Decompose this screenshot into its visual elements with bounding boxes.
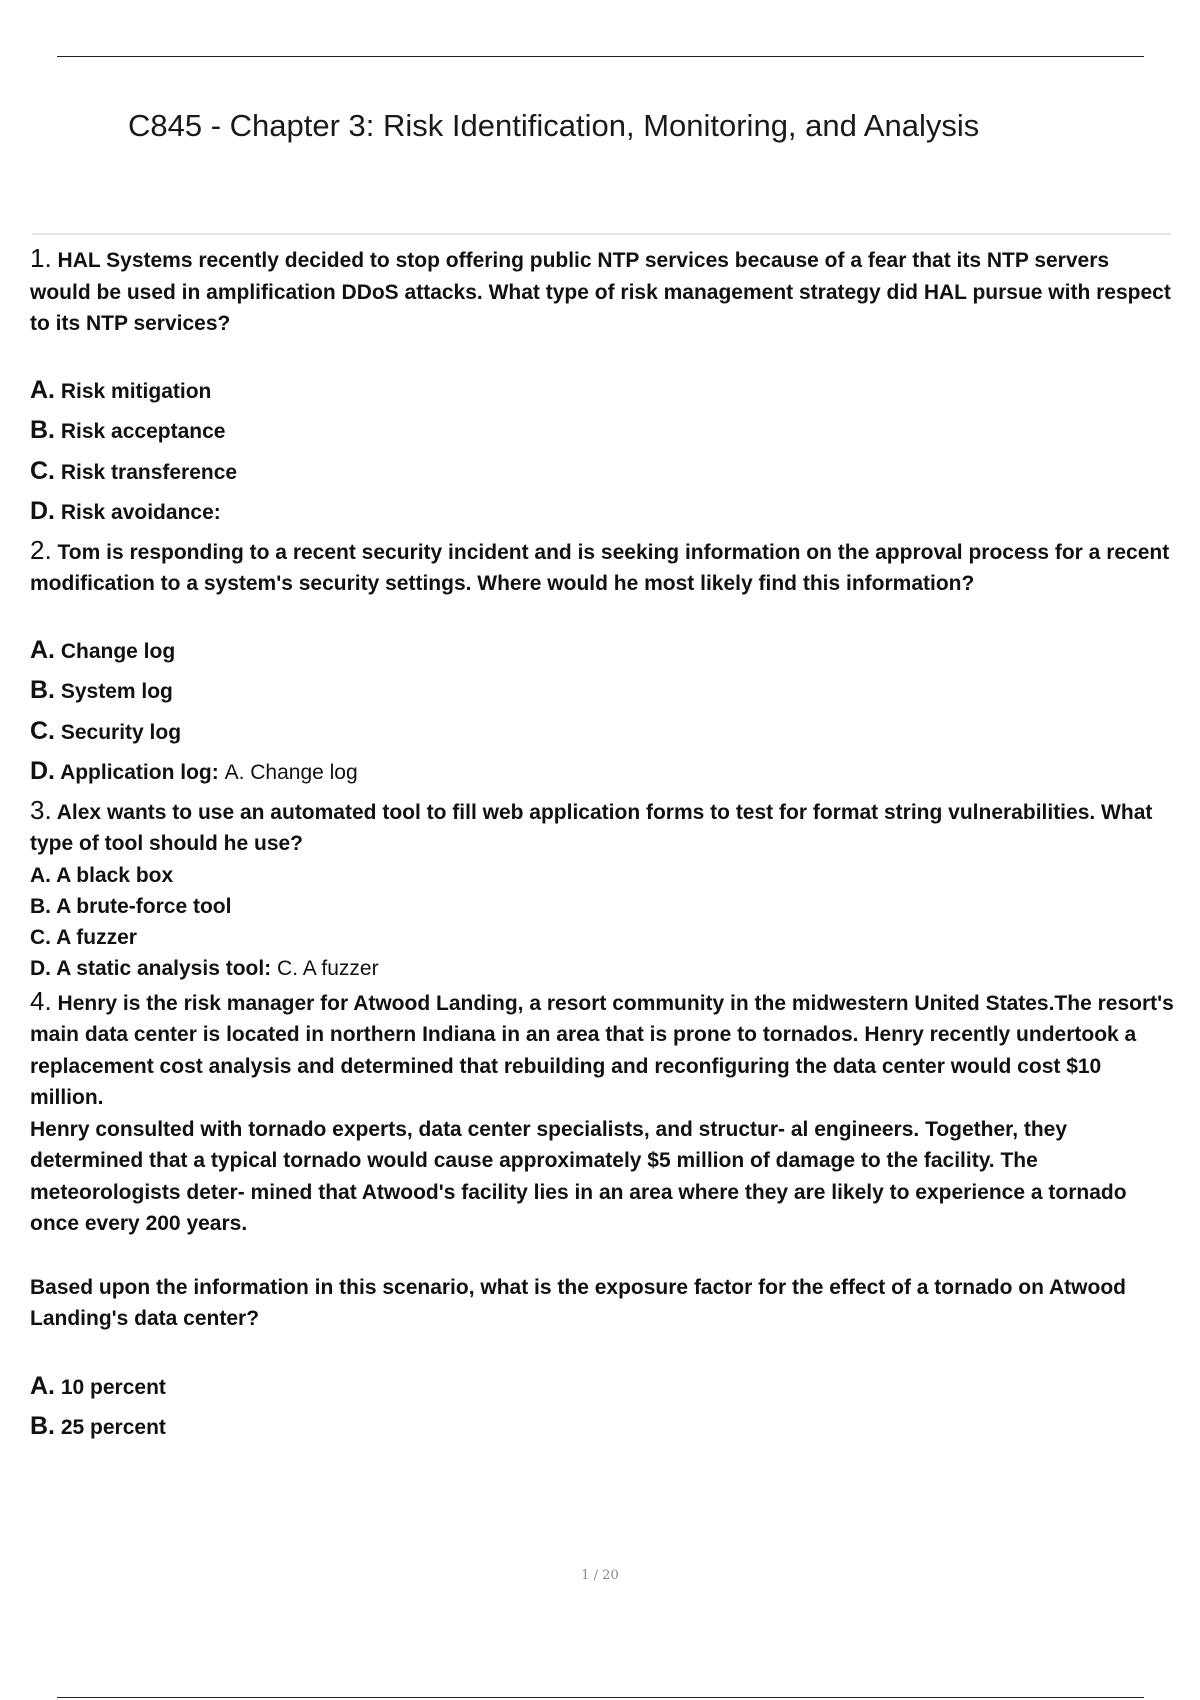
option-text: 25 percent (60, 1416, 166, 1439)
question-number: 1. (30, 243, 52, 273)
top-rule (57, 56, 1144, 57)
option-c (30, 922, 1175, 953)
answer-text: A. Change log (224, 761, 358, 784)
question-number: 3. (30, 794, 52, 825)
option-b (30, 671, 1175, 712)
option-letter: B. (30, 1412, 55, 1440)
option-letter: A. (30, 635, 55, 664)
option-list (30, 631, 1175, 793)
option-text: Risk transference (60, 460, 238, 484)
option-text: System log (60, 680, 173, 703)
option-text: 10 percent (60, 1375, 166, 1399)
option-c (30, 452, 1175, 493)
option-letter: B. (30, 676, 55, 704)
option-b (30, 891, 1175, 922)
option-a (30, 1367, 1175, 1408)
option-letter: B. (30, 416, 55, 444)
option-letter: A. (30, 1371, 55, 1400)
question-number: 4. (30, 985, 52, 1016)
option-list (30, 860, 1175, 984)
option-b (30, 1407, 1175, 1448)
question-3 (30, 795, 1175, 984)
option-letter: B. (30, 894, 51, 918)
option-letter: C. (30, 716, 55, 745)
option-a (30, 860, 1175, 891)
option-a (30, 631, 1175, 672)
option-text: A black box (56, 863, 174, 887)
question-2 (30, 535, 1175, 793)
option-letter: D. (30, 956, 51, 980)
question-text: Tom is responding to a recent security incident and is seeking information on the approval process for a recent modification to a system's security settings. Where would he most likely find this information? (30, 540, 1170, 595)
option-d (30, 752, 1175, 793)
question-4 (30, 986, 1175, 1448)
question-text: HAL Systems recently decided to stop offering public NTP services because of a fear that its NTP servers would be used in amplification DDoS attacks. What type of risk management strategy did HAL pursue with respect to its NTP services? (30, 249, 1171, 335)
answer-text: C. A fuzzer (277, 956, 379, 980)
option-d (30, 492, 1175, 533)
option-list (30, 371, 1175, 533)
option-text: Risk acceptance (60, 420, 226, 443)
option-text: Application log: (60, 761, 219, 784)
option-b (30, 411, 1175, 452)
option-text: Risk mitigation (60, 379, 212, 403)
option-letter: D. (30, 757, 55, 785)
scenario-paragraph-2: Henry consulted with tornado experts, data center specialists, and structur- al engineers. Together, they determined that a typical tornado would cause approximately $5 million of damage to the facility. The meteorologists deter- mined that Atwood's facility lies in an area where they are likely to experience a tornado once every 200 years. (30, 1117, 1127, 1235)
option-letter: C. (30, 925, 51, 949)
option-text: Change log (60, 639, 176, 663)
document-title: C845 - Chapter 3: Risk Identification, Monitoring, and Analysis (128, 108, 980, 143)
option-letter: A. (30, 375, 55, 404)
option-letter: A. (30, 863, 51, 887)
question-text: Based upon the information in this scenario, what is the exposure factor for the effect of a tornado on Atwood Landing's data center? (30, 1275, 1126, 1330)
option-text: Risk avoidance: (60, 501, 221, 524)
scenario-paragraph-1: Henry is the risk manager for Atwood Landing, a resort community in the midwestern United States.The resort's main data center is located in northern Indiana in an area that is prone to tornados. Henry recently undertook a replacement cost analysis and determined that rebuilding and reconfiguring the data center would cost $10 million. (30, 991, 1174, 1109)
option-a (30, 371, 1175, 412)
option-letter: C. (30, 456, 55, 485)
option-letter: D. (30, 497, 55, 525)
option-list (30, 1367, 1175, 1448)
option-d (30, 953, 1175, 984)
question-1 (30, 243, 1175, 533)
option-text: A fuzzer (56, 925, 137, 949)
option-text: A brute-force tool (56, 894, 232, 918)
option-text: Security log (60, 720, 182, 744)
question-number: 2. (30, 534, 52, 565)
question-list (30, 243, 1175, 1448)
page-number: 1 / 20 (581, 1568, 619, 1583)
question-text: Alex wants to use an automated tool to fill web application forms to test for format string vulnerabilities. What type of tool should he use? (30, 800, 1153, 855)
bottom-rule (57, 1697, 1144, 1698)
option-c (30, 712, 1175, 753)
option-text: A static analysis tool: (56, 956, 272, 980)
title-divider (32, 233, 1171, 235)
